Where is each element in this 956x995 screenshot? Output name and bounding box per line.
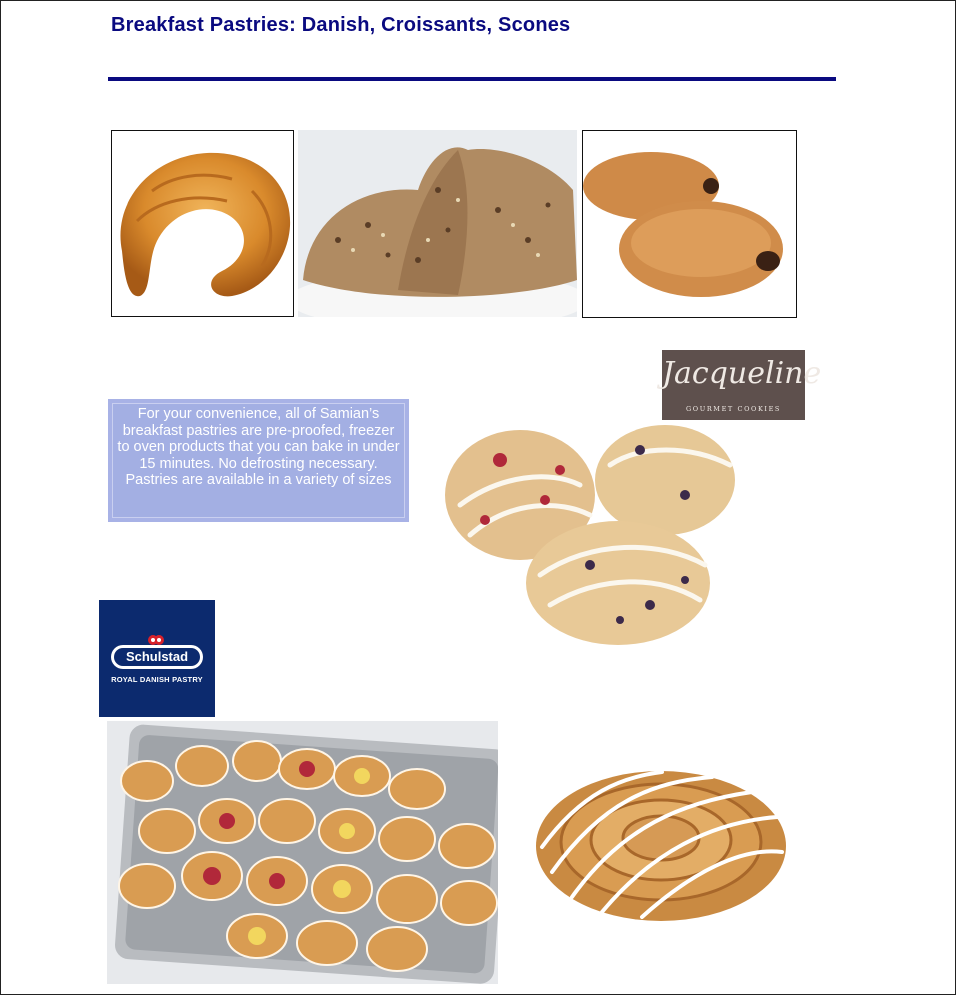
croissant-photo [111,130,294,317]
schulstad-tagline: ROYAL DANISH PASTRY [111,675,203,684]
callout-text: For your convenience, all of Samian’s breakfast pastries are pre-proofed, freezer to oven products that you can bake in under 15 minutes. No defrosting necessary. Pastries are available in a variety of sizes [112,403,405,518]
pain-au-chocolat-photo [582,130,797,318]
jacqueline-logo-script: Jacqueline [662,356,822,391]
schulstad-logo [99,600,215,717]
danish-tray-photo [107,721,498,984]
danish-swirl-photo [532,762,790,926]
multigrain-croissant-photo [298,130,577,317]
convenience-callout [108,399,409,522]
schulstad-wordmark [111,645,203,669]
scones-photo [440,405,740,653]
title-divider [108,77,836,81]
page-title: Breakfast Pastries: Danish, Croissants, Scones [111,14,571,36]
schulstad-name: Schulstad [114,648,200,666]
jacqueline-logo-subtitle: GOURMET COOKIES [686,405,781,413]
